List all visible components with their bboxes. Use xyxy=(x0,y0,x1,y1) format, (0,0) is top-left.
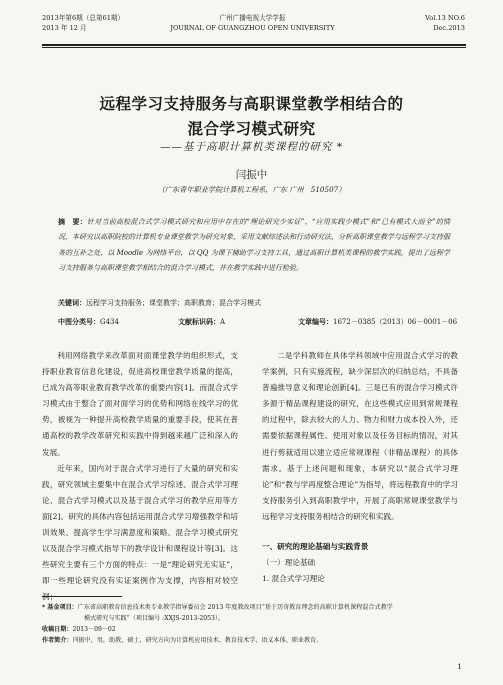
volume-number: Vol.13 NO.6 xyxy=(425,14,465,22)
paper-title-line1: 远程学习支持服务与高职课堂教学相结合的 xyxy=(99,95,404,113)
issue-number: 2013年第6期（总第61期） xyxy=(42,14,125,22)
clc-number: 中图分类号：G434 xyxy=(58,318,119,326)
author-bio: 作者简介：闫振中，男，助教，硕士，研究方向为计算机应用技术、教育技术学、语义本体、职业教育。 xyxy=(42,637,323,644)
author-affiliation: （广东青年职业学院计算机工程系，广东 广州 510507） xyxy=(157,185,346,194)
page-number: 1 xyxy=(457,662,462,671)
header-rule-thin xyxy=(42,47,466,48)
journal-issue-info xyxy=(42,13,124,33)
body-paragraph: 二是学科教师在具体学科领域中应用混合式学习的教学案例，只有实施流程，缺少深层次的归纳总结，不具备普遍推导意义和理论创新[4]。三是已有的混合学习模式许多源于精品课程建设的研究，在这些模式应用到常规课程的过程中，除去较大的人力、物力和财力成本投入外，还需要依据课程属性、使用对象以及任务目标的情况，对其进行剪裁适用以建立适应常规课程（非精品课程）的具体需求。基于上述问题和现象，本研究以“混合式学习理论”和“教与学再度整合理论”为指导，将远程教育中的学习支持服务引入到高职教学中，开展了高职常规课堂教学与远程学习支持服务相结合的研究和实践。 xyxy=(262,351,458,521)
subsubsection-heading: 1. 混合式学习理论 xyxy=(262,574,325,584)
footnote xyxy=(42,602,466,646)
fund-info-cont: 模式研究与实践”（项目编号 :XXJS-2013-2053）。 xyxy=(84,615,225,622)
body-paragraph: 利用网络教学来改革面对面课堂教学的组织形式，支持职业教育信息化建设，促进高校课堂教学质量的提高，已成为高等职业教育教学改革的重要内容[1]。而混合式学习模式由于整合了面对面学习的优势和网络在线学习的优势，被视为一种提升高校教学质量的重要手段，使其在普通高校的教学改革研究和实践中得到越来越广泛和深入的发展。 xyxy=(42,351,238,457)
footnote-rule xyxy=(42,596,122,597)
journal-name-cn: 广州广播电视大学学报 xyxy=(219,14,286,22)
article-number: 文章编号：1672－0385（2013）06－0001－06 xyxy=(298,318,458,326)
keywords xyxy=(58,297,450,309)
author-name: 闫振中 xyxy=(235,169,268,181)
paper-title-line2: 混合学习模式研究 xyxy=(187,120,316,138)
received-date: 收稿日期：2013－09－02 xyxy=(42,626,116,633)
fund-info: * 基金项目：广东省高职教育信息技术类专业教学指导委员会 2013 年度教改项目“基于历奇教育理念的高职计算机课程混合式教学 xyxy=(42,604,393,611)
body-column-left xyxy=(42,348,238,606)
paper-subtitle: ——基于高职计算机类课程的研究 * xyxy=(159,141,344,153)
abstract xyxy=(58,215,450,276)
body-paragraph: 近年来，国内对于混合式学习进行了大量的研究和实践，研究领域主要集中在混合式学习综述、混合式学习理论、混合式学习模式以及基于混合式学习的教学应用等方面[2]。研究的具体内容包括运用混合式学习增强教学和培训效果、提高学生学习满意度和策略、混合学习模式研究以及混合学习模式指导下的教学设计和课程设计等[3]。这些研究主要有三个方面的特点：一是“理论研究无实证”，即一些理论研究没有实证案例作为支撑，内容相对较空洞； xyxy=(42,463,238,602)
section-heading: 一、研究的理论基础与实践背景 xyxy=(262,542,369,552)
journal-name-en: JOURNAL OF GUANGZHOU OPEN UNIVERSITY xyxy=(170,24,335,32)
abstract-label: 摘 要： xyxy=(58,218,87,226)
issue-date: 2013 年 12 月 xyxy=(42,24,87,32)
journal-name-block xyxy=(150,13,355,33)
keywords-label: 关键词： xyxy=(58,299,86,307)
volume-info xyxy=(420,13,465,33)
abstract-text: 针对当前高校混合式学习模式研究和应用中存在的“理论研究少实证”、“应用实践少模式”和“已有模式大而全”的情况，本研究以高职院校的计算机专业课堂教学为研究对象，采用文献综述法和行动研究法，分析高职课堂教学与远程学习支持服务的互补之处，以 Moodle 为网络平台，以 QQ 为课下辅助学习支持工具，通过高职计算机类课程的教学实践，提出了远程学习支持服务与高职课堂教学相结合的混合学习模式，并在教学实践中进行检验。 xyxy=(58,218,450,272)
body-column-right xyxy=(262,348,458,587)
keywords-text: 远程学习支持服务；课堂教学；高职教育；混合学习模式 xyxy=(86,299,261,307)
document-code: 文献标识码：A xyxy=(178,318,226,326)
header-rule-thick xyxy=(42,44,466,46)
volume-date: Dec.2013 xyxy=(433,24,465,32)
subsection-heading: （一）理论基础 xyxy=(262,558,316,568)
